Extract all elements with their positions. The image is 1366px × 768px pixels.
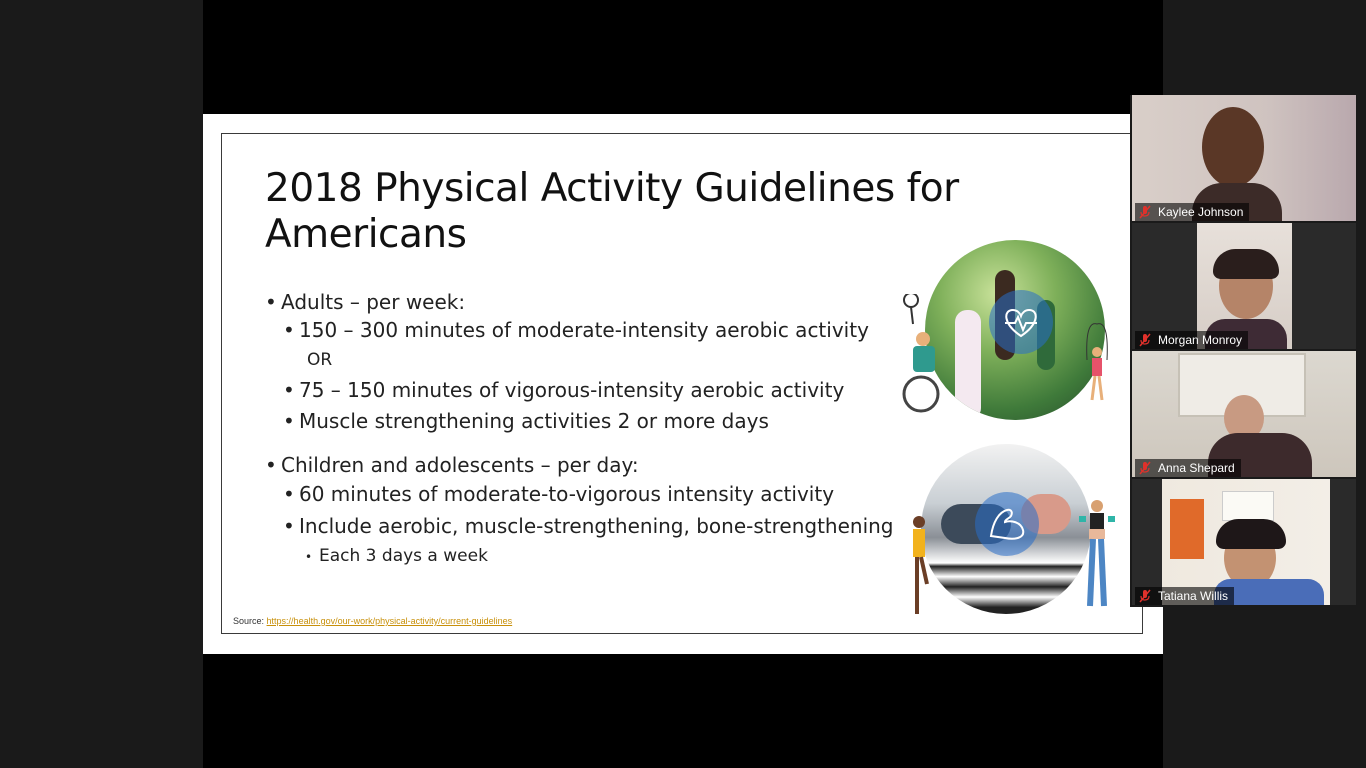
title-line-2: Americans bbox=[265, 212, 467, 257]
source-link[interactable]: https://health.gov/our-work/physical-activity/current-guidelines bbox=[266, 616, 513, 626]
participant-gallery bbox=[1130, 95, 1358, 607]
bullet-adults: • Adults – per week: bbox=[265, 290, 466, 314]
name-tag: Morgan Monroy bbox=[1135, 331, 1248, 349]
title-line-1: 2018 Physical Activity Guidelines for bbox=[265, 166, 959, 211]
bullet-adult-3: • Muscle strengthening activities 2 or more days bbox=[283, 409, 769, 433]
wheelchair-tennis-figure bbox=[893, 294, 953, 414]
participant-tile[interactable] bbox=[1132, 223, 1356, 349]
dumbbell-figure bbox=[1077, 498, 1117, 613]
jump-rope-figure bbox=[1083, 320, 1113, 420]
bullet-children: • Children and adolescents – per day: bbox=[265, 453, 639, 477]
participant-tile[interactable] bbox=[1132, 351, 1356, 477]
name-tag: Tatiana Willis bbox=[1135, 587, 1234, 605]
presentation-slide bbox=[203, 114, 1163, 654]
microphone-muted-icon bbox=[1138, 589, 1152, 603]
slide-title bbox=[265, 166, 965, 258]
bullet-children-1: • 60 minutes of moderate-to-vigorous intensity activity bbox=[283, 482, 835, 506]
source-citation: Source: https://health.gov/our-work/physical-activity/current-guidelines bbox=[233, 616, 513, 626]
bullet-children-2: • Include aerobic, muscle-strengthening, bone-strengthening bbox=[283, 514, 894, 538]
heart-pulse-icon bbox=[989, 290, 1053, 354]
yoga-figure bbox=[903, 514, 933, 619]
microphone-muted-icon bbox=[1138, 205, 1152, 219]
bullet-adult-1: • 150 – 300 minutes of moderate-intensity aerobic activity bbox=[283, 318, 869, 342]
bullet-children-sub: • Each 3 days a week bbox=[305, 546, 488, 566]
microphone-muted-icon bbox=[1138, 333, 1152, 347]
bullet-adult-or: OR bbox=[307, 350, 333, 370]
name-tag: Anna Shepard bbox=[1135, 459, 1241, 477]
participant-tile[interactable] bbox=[1132, 95, 1356, 221]
bullet-adult-2: • 75 – 150 minutes of vigorous-intensity aerobic activity bbox=[283, 378, 845, 402]
tennis-racket-icon bbox=[904, 294, 918, 307]
microphone-muted-icon bbox=[1138, 461, 1152, 475]
name-tag: Kaylee Johnson bbox=[1135, 203, 1249, 221]
flexed-arm-icon bbox=[975, 492, 1039, 556]
participant-tile[interactable] bbox=[1132, 479, 1356, 605]
indoor-exercise-photo bbox=[921, 444, 1091, 614]
